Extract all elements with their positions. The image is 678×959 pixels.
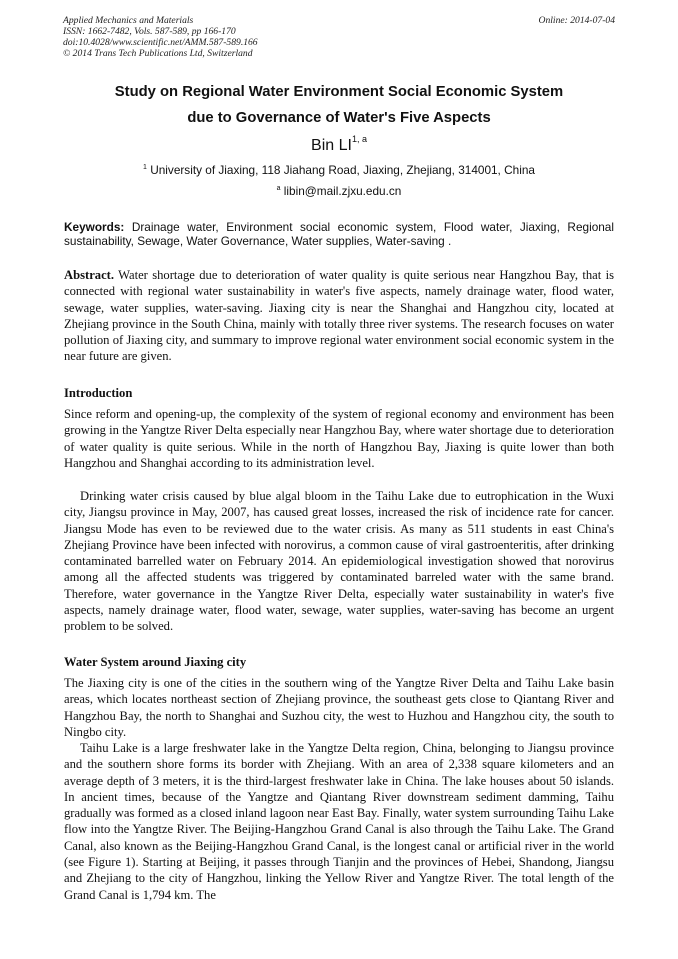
paper-title [60, 79, 618, 131]
affiliation [60, 163, 618, 178]
issn-line: ISSN: 1662-7482, Vols. 587-589, pp 166-170 [63, 26, 236, 37]
abstract-block [64, 267, 614, 365]
abstract-text: Water shortage due to deterioration of water quality is quite serious near Hangzhou Bay, that is connected with regional water sustainability in water's five aspects, namely drainage water, flood water, sewage, water supplies, water-saving. Jiaxing city is near the Shanghai and Hangzhou city, located at Zhejiang province in the South China, mainly with totally three river systems. The research focuses on water pollution of Jiaxing city, and summary to improve regional water environment social economic system in the near future are given. [64, 268, 614, 364]
affiliation-superscript: 1 [143, 164, 147, 171]
online-date: Online: 2014-07-04 [538, 15, 615, 26]
journal-header [63, 15, 258, 59]
keywords-text: Drainage water, Environment social economic system, Flood water, Jiaxing, Regional sustainability, Sewage, Water Governance, Water supplies, Water-saving . [64, 220, 614, 249]
introduction-paragraph-1: Since reform and opening-up, the complexity of the system of regional economy and environment has been growing in the Yangtze River Delta especially near Hangzhou Bay, where water shortage due to deterioration of water quality is quite serious. While in the north of Hangzhou Bay, Jiaxing is quite lower than both Hangzhou and Shanghai according to its administration level. [64, 407, 614, 470]
abstract-label: Abstract. [64, 268, 115, 282]
email-superscript: a [276, 185, 281, 192]
water-system-paragraph-1: The Jiaxing city is one of the cities in the southern wing of the Yangtze River Delta and Taihu Lake basin areas, which locates northeast section of Zhejiang province, the southeast gets close to Qiantang River and Hangzhou Bay, the north to Shanghai and Suzhou city, the west to Huzhou and Hangzhou city, the south to Ningbo city. [64, 676, 614, 739]
doi-line: doi:10.4028/www.scientific.net/AMM.587-589.166 [63, 37, 258, 48]
title-line-2: due to Governance of Water's Five Aspects [187, 110, 491, 126]
author-name: Bin LI [311, 137, 352, 154]
introduction-paragraph-2: Drinking water crisis caused by blue algal bloom in the Taihu Lake due to eutrophication in the Wuxi city, Jiangsu province in May, 2007, has caused great losses, increased the risk of incidence rate for cancer. Jiangsu Mode has even to be reviewed due to the water crisis. As many as 511 students in east China's Zhejiang Province have been infected with norovirus, a common cause of viral gastroenteritis, after drinking contaminated barrelled water on February 2014. An epidemiological investigation showed that norovirus among all the affected students was triggered by contaminated barreled water with the same brand. Therefore, water governance in the Yangtze River Delta, especially water sustainability in water's five aspects, namely drainage water, flood water, sewage, water supplies, water-saving has become an urgent problem to be solved. [64, 489, 614, 634]
water-system-paragraph-2: Taihu Lake is a large freshwater lake in the Yangtze Delta region, China, belonging to Jiangsu province and the southern shore forms its border with Zhejiang. With an area of 2,338 square kilometers and an average depth of 3 meters, it is the third-largest freshwater lake in China. The lake houses about 50 islands. In ancient times, because of the Yangtze and Qiantang River downstream sediment damming, Taihu gradually was formed as a closed inland lagoon near East Bay. Finally, water system surrounding Taihu Lake flow into the Yangtze River. The Beijing-Hangzhou Grand Canal is also through the Taihu Lake. The Grand Canal, also known as the Beijing-Hangzhou Grand Canal, is the longest canal or artificial river in the world (see Figure 1). Starting at Beijing, it passes through Tianjin and the provinces of Hebei, Shandong, Jiangsu and Zhejiang to the city of Hangzhou, linking the Yellow River and Yangtze River. The total length of the Grand Canal is 1,794 km. The [64, 741, 614, 902]
email-line [60, 184, 618, 199]
journal-name: Applied Mechanics and Materials [63, 15, 194, 26]
title-line-1: Study on Regional Water Environment Social Economic System [114, 84, 564, 100]
copyright-line: © 2014 Trans Tech Publications Ltd, Switzerland [63, 48, 253, 59]
author-superscript: 1, a [351, 134, 367, 144]
affiliation-text: University of Jiaxing, 118 Jiahang Road, Jiaxing, Zhejiang, 314001, China [146, 163, 535, 177]
water-system-heading: Water System around Jiaxing city [64, 655, 247, 669]
introduction-heading: Introduction [64, 386, 133, 400]
author-email: libin@mail.zjxu.edu.cn [280, 184, 402, 198]
keywords-label: Keywords: [64, 220, 125, 234]
author-line [60, 136, 618, 156]
keywords-block [64, 220, 614, 248]
